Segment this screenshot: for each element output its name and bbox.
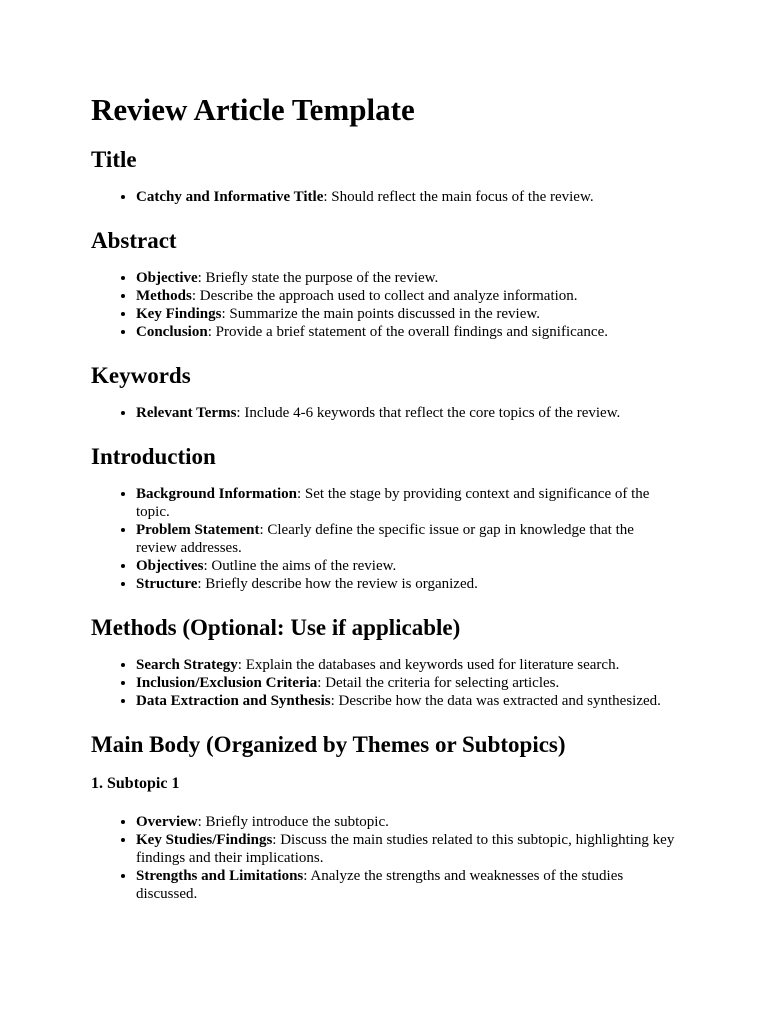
- item-term: Key Findings: [136, 306, 222, 322]
- section-heading-introduction: Introduction: [91, 444, 216, 469]
- list-item: [136, 575, 676, 593]
- item-text: : Include 4-6 keywords that reflect the core topics of the review.: [236, 405, 621, 421]
- item-term: Structure: [136, 576, 198, 592]
- item-text: : Set the stage by providing context and significance of the topic.: [136, 486, 650, 520]
- bullet-list-abstract: [91, 269, 676, 341]
- bullet-list-title: [91, 188, 676, 206]
- item-text: : Briefly introduce the subtopic.: [197, 814, 389, 830]
- list-item: [136, 305, 676, 323]
- item-term: Relevant Terms: [136, 405, 237, 421]
- section-heading-keywords: Keywords: [91, 363, 191, 388]
- item-term: Problem Statement: [136, 522, 260, 538]
- item-text: : Explain the databases and keywords used for literature search.: [237, 657, 620, 673]
- list-item: [136, 674, 676, 692]
- item-term: Methods: [136, 288, 192, 304]
- bullet-list-introduction: [91, 485, 676, 593]
- item-term: Objective: [136, 270, 198, 286]
- bullet-list-keywords: [91, 404, 676, 422]
- list-item: [136, 323, 676, 341]
- subsection-heading-subtopic-1: 1. Subtopic 1: [91, 775, 180, 792]
- item-term: Conclusion: [136, 324, 208, 340]
- bullet-list-subtopic-1: [91, 813, 676, 903]
- item-text: : Analyze the strengths and weaknesses of the studies discussed.: [136, 868, 624, 902]
- list-item: [136, 831, 676, 867]
- item-term: Overview: [136, 814, 198, 830]
- item-text: : Briefly state the purpose of the review.: [197, 270, 439, 286]
- section-heading-title: Title: [91, 147, 137, 172]
- item-term: Key Studies/Findings: [136, 832, 273, 848]
- item-text: : Summarize the main points discussed in the review.: [221, 306, 540, 322]
- list-item: [136, 813, 676, 831]
- list-item: [136, 867, 676, 903]
- item-text: : Clearly define the specific issue or gap in knowledge that the review addresses.: [136, 522, 634, 556]
- item-term: Strengths and Limitations: [136, 868, 304, 884]
- item-term: Objectives: [136, 558, 204, 574]
- item-term: Data Extraction and Synthesis: [136, 693, 331, 709]
- section-heading-main-body: Main Body (Organized by Themes or Subtopics): [91, 732, 566, 757]
- list-item: [136, 557, 676, 575]
- section-heading-methods: Methods (Optional: Use if applicable): [91, 615, 461, 640]
- item-text: : Discuss the main studies related to this subtopic, highlighting key findings and their implications.: [136, 832, 675, 866]
- item-text: : Outline the aims of the review.: [203, 558, 397, 574]
- item-text: : Briefly describe how the review is organized.: [197, 576, 478, 592]
- list-item: [136, 485, 676, 521]
- list-item: [136, 656, 676, 674]
- list-item: [136, 269, 676, 287]
- list-item: [136, 188, 676, 206]
- item-text: : Should reflect the main focus of the review.: [323, 189, 594, 205]
- item-text: : Describe the approach used to collect and analyze information.: [191, 288, 578, 304]
- list-item: [136, 287, 676, 305]
- item-text: : Provide a brief statement of the overall findings and significance.: [207, 324, 608, 340]
- item-term: Search Strategy: [136, 657, 238, 673]
- document-title: Review Article Template: [91, 92, 415, 127]
- item-term: Background Information: [136, 486, 298, 502]
- item-term: Inclusion/Exclusion Criteria: [136, 675, 318, 691]
- list-item: [136, 404, 676, 422]
- section-heading-abstract: Abstract: [91, 228, 177, 253]
- item-text: : Detail the criteria for selecting articles.: [317, 675, 560, 691]
- bullet-list-methods: [91, 656, 676, 710]
- item-term: Catchy and Informative Title: [136, 189, 324, 205]
- list-item: [136, 521, 676, 557]
- item-text: : Describe how the data was extracted and synthesized.: [330, 693, 661, 709]
- list-item: [136, 692, 676, 710]
